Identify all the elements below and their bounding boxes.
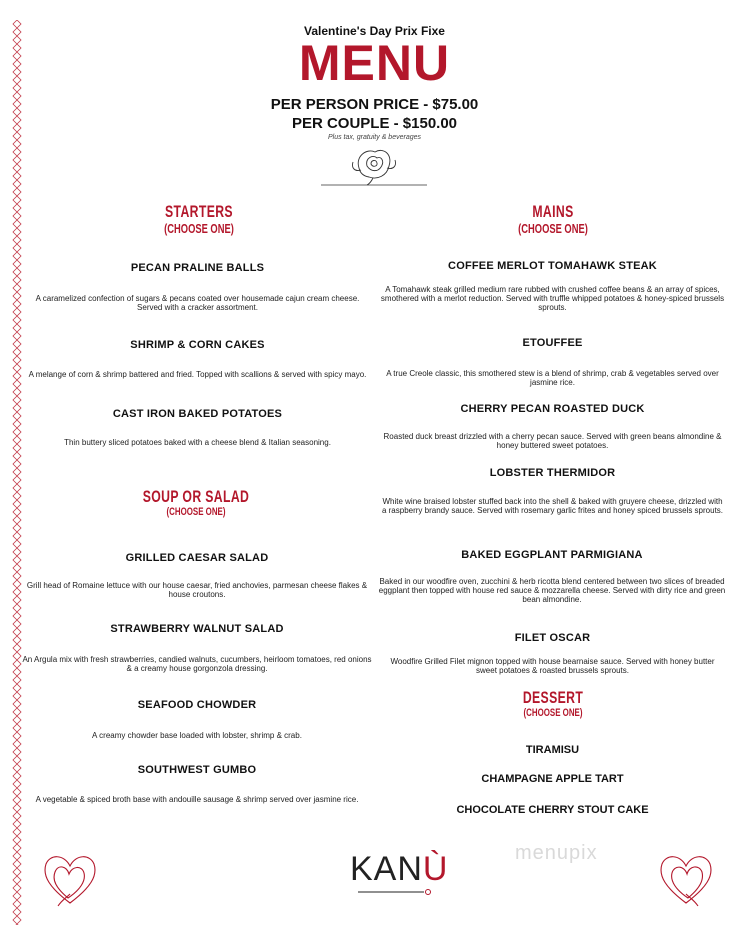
heart-doodle-icon [656, 848, 716, 908]
item-name: CHERRY PECAN ROASTED DUCK [460, 403, 645, 415]
price-note: Plus tax, gratuity & beverages [328, 134, 421, 141]
dessert-heading: DESSERT [522, 688, 584, 707]
menu-item [380, 337, 725, 387]
mains-heading: MAINS [532, 202, 574, 221]
item-description: Thin buttery sliced potatoes baked with a cheese blend & Italian seasoning. [64, 438, 331, 447]
soup-salad-heading-block [116, 487, 276, 518]
menu-item [380, 467, 725, 515]
item-description: An Argula mix with fresh strawberries, candied walnuts, cucumbers, heirloom tomatoes, red onions & a creamy house gorgonzola dressing. [22, 655, 372, 673]
menu-item [22, 699, 372, 740]
mains-heading-block [493, 202, 613, 236]
menu-item [25, 408, 370, 447]
soup-salad-heading: SOUP OR SALAD [142, 487, 250, 506]
item-name: CAST IRON BAKED POTATOES [112, 408, 283, 420]
menu-title: MENU [298, 35, 451, 91]
price-per-couple: PER COUPLE - $150.00 [291, 115, 458, 132]
dessert-item: TIRAMISU [525, 744, 580, 756]
starters-heading: STARTERS [165, 202, 233, 221]
menu-pretitle: Valentine's Day Prix Fixe [304, 24, 445, 38]
dessert-item: CHAMPAGNE APPLE TART [481, 773, 624, 785]
item-name: ETOUFFEE [522, 337, 583, 349]
item-description: A Tomahawk steak grilled medium rare rubbed with crushed coffee beans & an array of spices, smothered with a merlot reduction. Served with truffle whipped potatoes & honey-spiced brussels sprouts. [380, 285, 725, 312]
dessert-item: CHOCOLATE CHERRY STOUT CAKE [456, 804, 649, 816]
item-name: COFFEE MERLOT TOMAHAWK STEAK [448, 260, 657, 272]
menu-item [25, 262, 370, 312]
menu-item [380, 632, 725, 675]
dessert-heading-block [493, 688, 613, 719]
menu-item [378, 549, 726, 604]
item-name: SEAFOOD CHOWDER [137, 699, 257, 711]
logo-text: KAN [350, 850, 423, 888]
menupix-watermark: menupix [515, 842, 598, 864]
menu-item [25, 339, 370, 379]
menu-item [22, 764, 372, 804]
item-description: A caramelized confection of sugars & pecans coated over housemade cajun cream cheese. Served with a cracker assortment. [35, 294, 360, 312]
item-name: STRAWBERRY WALNUT SALAD [110, 623, 284, 635]
item-description: A creamy chowder base loaded with lobster, shrimp & crab. [92, 731, 302, 740]
item-description: Woodfire Grilled Filet mignon topped with house bearnaise sauce. Served with honey butter sweet potatoes & roasted brussels sprouts. [390, 657, 715, 675]
item-description: Grill head of Romaine lettuce with our house caesar, fried anchovies, parmesan cheese flakes & house croutons. [26, 581, 368, 599]
item-name: BAKED EGGPLANT PARMIGIANA [461, 549, 643, 561]
item-description: A vegetable & spiced broth base with andouille sausage & shrimp served over jasmine rice. [35, 795, 359, 804]
item-name: PECAN PRALINE BALLS [130, 262, 265, 274]
item-description: White wine braised lobster stuffed back into the shell & baked with gruyere cheese, drizzled with a raspberry brandy sauce. Served with rosemary garlic frites and honey spiced brussels sprouts. [381, 497, 724, 515]
starters-heading-block [139, 202, 259, 236]
mains-subheading: (CHOOSE ONE) [518, 221, 588, 236]
item-name: GRILLED CAESAR SALAD [125, 552, 269, 564]
item-name: SHRIMP & CORN CAKES [130, 339, 265, 351]
menu-item [380, 403, 725, 450]
logo-accent: Ù [422, 850, 449, 888]
soup-salad-subheading: (CHOOSE ONE) [166, 506, 226, 518]
heart-doodle-icon [40, 848, 100, 908]
item-name: LOBSTER THERMIDOR [489, 467, 616, 479]
item-name: SOUTHWEST GUMBO [137, 764, 257, 776]
price-per-person: PER PERSON PRICE - $75.00 [270, 96, 479, 113]
kanu-logo [350, 850, 449, 889]
item-name: FILET OSCAR [514, 632, 591, 644]
item-description: Baked in our woodfire oven, zucchini & herb ricotta blend centered between two slices of breaded eggplant then topped with house red sauce & mozzarella cheese. Served with dirty rice and green bean almondine. [378, 577, 726, 604]
logo-utensil-icon [356, 888, 436, 896]
item-description: Roasted duck breast drizzled with a cherry pecan sauce. Served with green beans almondine & honey buttered sweet potatoes. [383, 432, 722, 450]
menu-item [380, 260, 725, 312]
menu-item [22, 552, 372, 599]
item-description: A true Creole classic, this smothered stew is a blend of shrimp, crab & vegetables served over jasmine rice. [386, 369, 719, 387]
dessert-subheading: (CHOOSE ONE) [523, 707, 583, 719]
item-description: A melange of corn & shrimp battered and fried. Topped with scallions & served with spicy mayo. [28, 370, 367, 379]
rose-icon [321, 144, 427, 188]
chain-border [12, 20, 22, 925]
starters-subheading: (CHOOSE ONE) [164, 221, 234, 236]
menu-item [22, 623, 372, 673]
